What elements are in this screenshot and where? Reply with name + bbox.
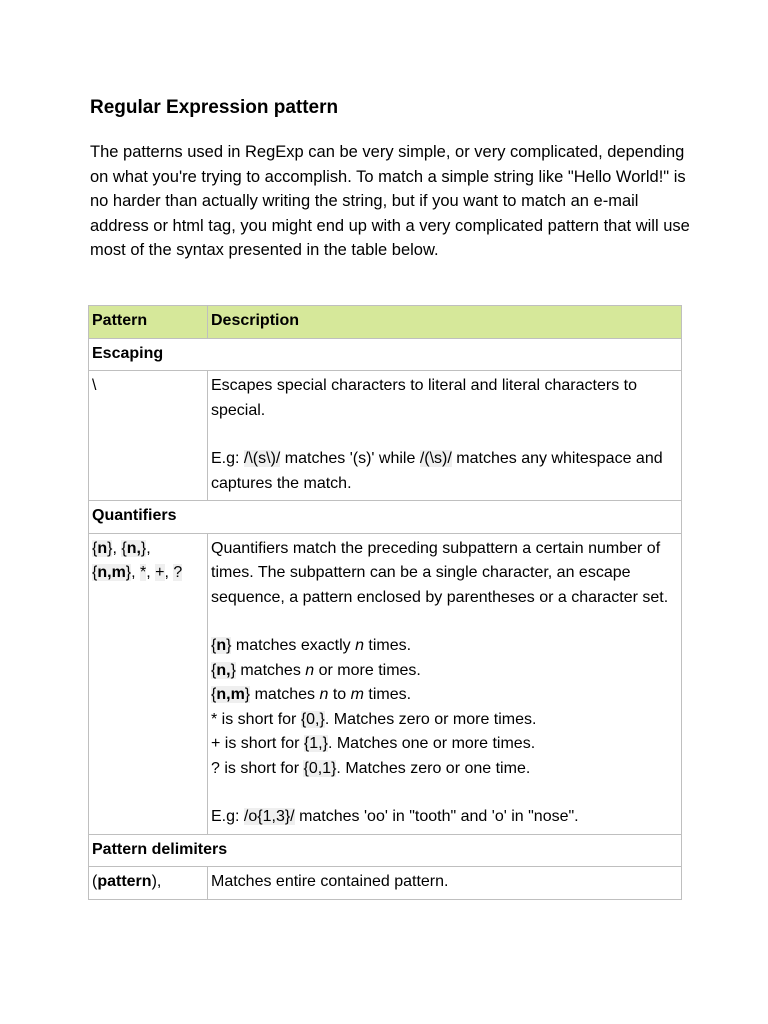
header-description: Description bbox=[208, 306, 682, 339]
section-title: Pattern delimiters bbox=[89, 834, 682, 867]
intro-paragraph: The patterns used in RegExp can be very simple, or very complicated, depending on what you're trying to accomplish. To match a simple string like "Hello World!" is no harder than actually writing the string, but if you want to match an e-mail address or html tag, you might end up with a very complicated pattern that will use most of the syntax presented in the table below. bbox=[90, 143, 690, 259]
example-text: E.g: /o{1,3}/ matches 'oo' in "tooth" and 'o' in "nose". bbox=[211, 808, 579, 825]
header-pattern: Pattern bbox=[89, 306, 208, 339]
description-cell bbox=[208, 533, 682, 834]
section-title: Quantifiers bbox=[89, 501, 682, 534]
code-snippet: /(\s)/ bbox=[419, 450, 452, 467]
quantifier-line: * is short for {0,}. Matches zero or more times. bbox=[211, 710, 537, 728]
pattern-cell: \ bbox=[89, 371, 208, 501]
quantifier-line: {n} matches exactly n times. bbox=[211, 637, 412, 654]
code-snippet: /\(s\)/ bbox=[243, 450, 281, 467]
pattern-cell: (pattern), bbox=[89, 867, 208, 900]
description-text: Quantifiers match the preceding subpattern a certain number of times. The subpattern can be a single character, an escape sequence, a pattern enclosed by parentheses or a character set. bbox=[211, 539, 669, 606]
document-title: Regular Expression pattern bbox=[90, 97, 339, 118]
description-cell: Matches entire contained pattern. bbox=[208, 867, 682, 900]
description-text: Escapes special characters to literal and literal characters to special. bbox=[211, 377, 637, 419]
section-row-escaping bbox=[89, 338, 682, 371]
code-snippet: /o{1,3}/ bbox=[243, 808, 295, 825]
table-row bbox=[89, 867, 682, 900]
example-text: E.g: /\(s\)/ matches '(s)' while /(\s)/ matches any whitespace and captures the match. bbox=[211, 450, 663, 492]
section-title: Escaping bbox=[89, 338, 682, 371]
section-row-quantifiers bbox=[89, 501, 682, 534]
regex-syntax-table bbox=[88, 305, 682, 900]
quantifier-line: {n,} matches n or more times. bbox=[211, 661, 421, 679]
quantifier-line: {n,m} matches n to m times. bbox=[211, 686, 412, 703]
pattern-cell: {n}, {n,}, {n,m}, *, +, ? bbox=[89, 533, 208, 834]
section-row-pattern-delimiters bbox=[89, 834, 682, 867]
description-cell bbox=[208, 371, 682, 501]
quantifier-line: ? is short for {0,1}. Matches zero or one time. bbox=[211, 759, 531, 777]
table-row bbox=[89, 371, 682, 501]
table-row bbox=[89, 533, 682, 834]
table-header-row bbox=[89, 306, 682, 339]
quantifier-line: + is short for {1,}. Matches one or more times. bbox=[211, 735, 536, 752]
